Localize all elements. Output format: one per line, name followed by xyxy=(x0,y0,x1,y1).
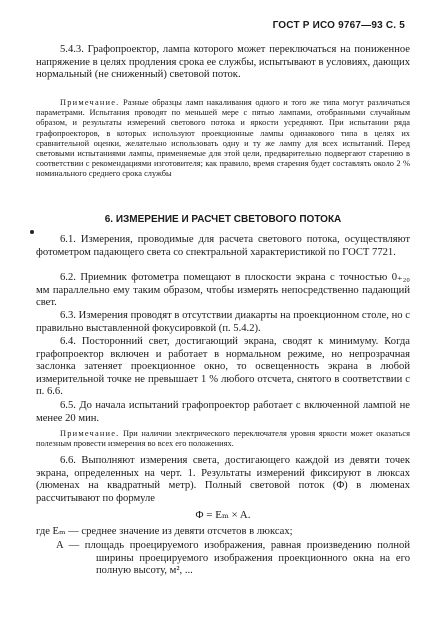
note-text: При наличии электрического переключателя уровня яркости может оказаться полезным провести измерения во всех его положениях. xyxy=(36,429,410,449)
note-2 xyxy=(36,429,410,449)
paragraph-6-3: 6.3. Измерения проводят в отсутствии диакарты на проекционном столе, но с правильно выставленной фокусировкой (п. 5.4.2). xyxy=(36,310,410,334)
note-label: Примечание. xyxy=(60,98,120,107)
paragraph-6-2: 6.2. Приемник фотометра помещают в плоскости экрана с точностью 0₊₂₀ мм параллельно ему таким образом, чтобы измерять непосредственно падающий свет. xyxy=(36,272,410,309)
note-1 xyxy=(36,98,410,180)
paragraph-text: 5.4.3. Графопроектор, лампа которого может переключаться на пониженное напряжение в целях продления срока ее службы, испытывают в условиях, дающих нормальный (не сниженный) световой поток. xyxy=(36,44,410,81)
paragraph-6-4: 6.4. Посторонний свет, достигающий экрана, сводят к минимуму. Когда графопроектор включен и работает в нормальном режиме, но непрозрачная заслонка затеняет проекционное окно, то освещенность экрана в любой измерительной точке не превышает 1 % любого отсчета, снятого в соответствии с п. 6.6. xyxy=(36,336,410,398)
scan-mark xyxy=(30,230,34,234)
note-label: Примечание. xyxy=(60,429,120,438)
page-header: ГОСТ Р ИСО 9767—93 С. 5 xyxy=(272,20,405,31)
definition-em: где Eₘ — среднее значение из девяти отсчетов в люксах; xyxy=(36,526,293,537)
section-heading: 6. ИЗМЕРЕНИЕ И РАСЧЕТ СВЕТОВОГО ПОТОКА xyxy=(104,214,342,225)
paragraph-6-5: 6.5. До начала испытаний графопроектор работает с включенной лампой не менее 20 мин. xyxy=(36,400,410,424)
paragraph-6-1: 6.1. Измерения, проводимые для расчета светового потока, осуществляют фотометром падающего света со спектральной характеристикой по ГОСТ 7721. xyxy=(36,234,410,258)
paragraph-5-4-3 xyxy=(36,44,410,82)
definition-a: A — площадь проецируемого изображения, равная произведению полной ширины проецируемого изображения проекционного окна на его полную высоту, м², ... xyxy=(56,540,410,577)
note-text: Разные образцы ламп накаливания одного и того же типа могут различаться параметрами. Испытания проводят по меньшей мере с пятью лампами, отобранными случайным образом, и результаты измерений светового потока и яркости усредняют. При испытании ряда графопроекторов, в которых используют проекционные лампы одинакового типа в целях их сравнительной оценки, желательно использовать одну и ту же лампу для всех испытаний. Перед световыми испытаниями лампы, применяемые для этой цели, предварительно подвергают старению в соответствии с рекомендациями изготовителя; как правило, время старения будет составлять около 2 % номинального среднего срока службы xyxy=(36,98,411,179)
paragraph-6-6: 6.6. Выполняют измерения света, достигающего каждой из девяти точек экрана, определенных на черт. 1. Результаты измерений фиксируют в люксах (люменах на квадратный метр). Полный световой поток (Φ) в люменах рассчитывают по формуле xyxy=(36,455,410,504)
formula: Φ = Eₘ × A. xyxy=(195,509,251,521)
